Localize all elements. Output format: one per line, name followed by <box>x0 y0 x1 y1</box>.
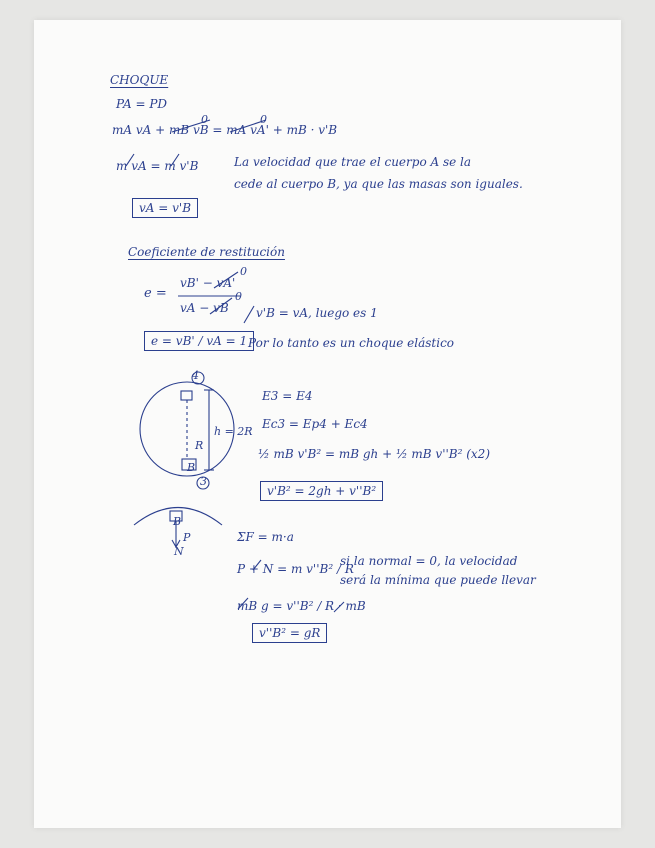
radius-label: R <box>195 439 204 452</box>
height-label: h = 2R <box>214 425 253 438</box>
momentum-equation: mA vA + mB vB = mA vA' + mB · v'B <box>112 123 338 137</box>
point-marker-top <box>192 369 204 384</box>
explanation-line-1: La velocidad que trae el cuerpo A se la <box>234 155 472 169</box>
section-title-choque: CHOQUE <box>110 73 169 87</box>
energy-expansion: ½ mB v'B² = mB gh + ½ mB v''B² (x2) <box>258 447 490 461</box>
force-p-label: P <box>183 531 191 544</box>
explanation-line-2: cede al cuerpo B, ya que las masas son iguales. <box>234 177 523 191</box>
cancel-stroke-va <box>230 120 266 132</box>
loop-top-arc <box>134 508 222 526</box>
sketch-strokes <box>34 20 621 828</box>
momentum-equality: PA = PD <box>116 97 168 111</box>
coefficient-lhs: e = <box>144 286 167 301</box>
block-label-2: B <box>173 515 182 528</box>
cancel-stroke-mass-1 <box>126 154 134 166</box>
pointer-line <box>244 306 254 323</box>
simplified-centripetal: mB g = v''B² / R · mB <box>237 599 366 613</box>
block-label: B <box>187 461 196 474</box>
block-top <box>181 391 192 400</box>
cancel-stroke-mass-right <box>334 602 344 612</box>
result-box-min-speed: v''B² = gR <box>252 623 327 643</box>
cancel-stroke-normal <box>253 560 261 570</box>
centripetal-equation: P + N = m v''B² / R <box>237 562 354 576</box>
cancel-stroke-denominator <box>210 298 232 314</box>
result-box-coefficient: e = vB' / vA = 1 <box>144 331 254 351</box>
energy-components: Ec3 = Ep4 + Ec4 <box>262 417 368 431</box>
normal-note-line-2: será la mínima que puede llevar <box>340 573 536 587</box>
notebook-page <box>34 20 621 828</box>
cancel-stroke-mass-2 <box>171 154 179 166</box>
block-bottom <box>182 459 196 470</box>
normal-note-line-1: si la normal = 0, la velocidad <box>340 554 518 568</box>
block-at-top <box>170 511 182 521</box>
zero-mark-numerator: 0 <box>240 265 247 278</box>
zero-mark-vb: 0 <box>201 113 208 126</box>
simplified-momentum: m vA = m v'B <box>116 159 199 173</box>
result-box-energy: v'B² = 2gh + v''B² <box>260 481 383 501</box>
point-label-bottom: 3 <box>200 475 207 488</box>
coefficient-side-note: v'B = vA, luego es 1 <box>256 306 378 320</box>
result-box-velocity: vA = v'B <box>132 198 198 218</box>
newton-second-law: ΣF = m·a <box>237 530 294 544</box>
zero-mark-va: 0 <box>260 113 267 126</box>
point-label-top: 4 <box>192 369 199 382</box>
cancel-stroke-numerator <box>214 272 238 288</box>
force-n-label: N <box>174 545 184 558</box>
zero-mark-denominator: 0 <box>235 290 242 303</box>
coefficient-denominator: vA − vB <box>180 301 229 315</box>
section-title-coefficient: Coeficiente de restitución <box>128 245 285 259</box>
coefficient-numerator: vB' − vA' <box>180 276 236 290</box>
elastic-collision-note: Por lo tanto es un choque elástico <box>248 336 455 350</box>
loop-circle <box>140 382 234 476</box>
cancel-stroke-vb <box>172 120 210 132</box>
point-marker-bottom <box>197 477 209 489</box>
cancel-stroke-mass-left <box>238 598 248 609</box>
energy-equality: E3 = E4 <box>262 389 313 403</box>
